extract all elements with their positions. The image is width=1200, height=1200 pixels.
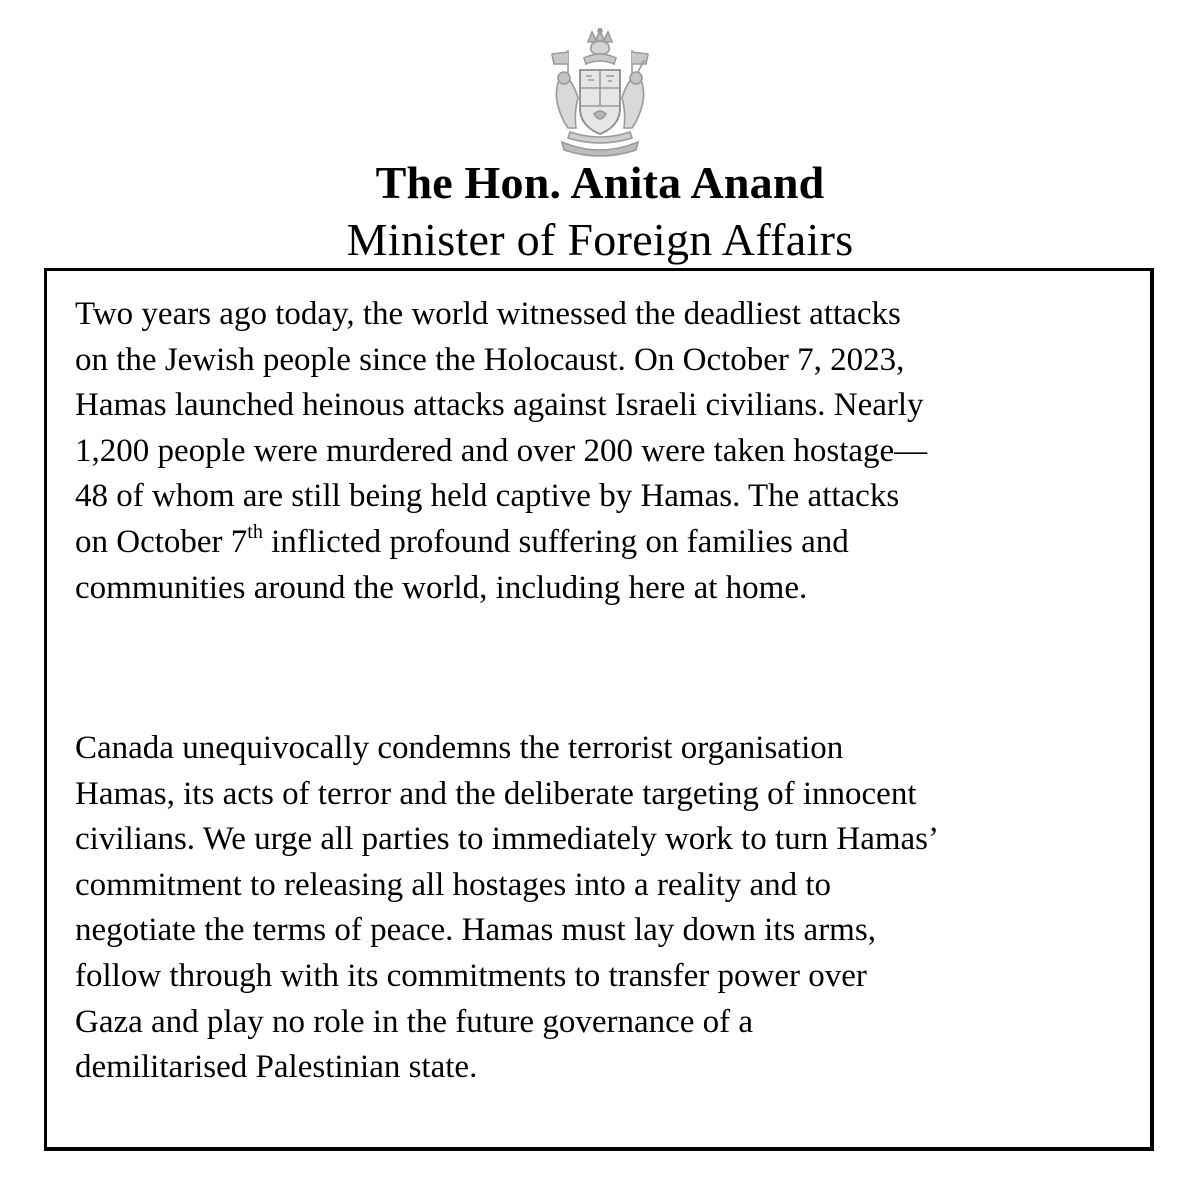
text-line: negotiate the terms of peace. Hamas must lay down its arms, (75, 912, 876, 949)
text-line: Gaza and play no role in the future governance of a (75, 1003, 754, 1040)
text-line: communities around the world, including here at home. (75, 569, 808, 606)
text-line: 1,200 people were murdered and over 200 were taken hostage— (75, 432, 928, 469)
text-line: Hamas launched heinous attacks against Israeli civilians. Nearly (75, 387, 924, 424)
text-segment: on October 7 (75, 523, 248, 560)
ordinal-superscript: th (247, 520, 263, 543)
text-line: follow through with its commitments to transfer power over (75, 957, 867, 994)
text-line: 48 of whom are still being held captive by Hamas. The attacks (75, 478, 900, 515)
minister-name: The Hon. Anita Anand (375, 157, 825, 208)
text-line: demilitarised Palestinian state. (75, 1049, 478, 1086)
statement-paragraph-1 (75, 292, 1155, 611)
minister-title: Minister of Foreign Affairs (346, 214, 854, 265)
text-line: Canada unequivocally condemns the terrorist organisation (75, 730, 844, 766)
text-line: Hamas, its acts of terror and the deliberate targeting of innocent (75, 775, 917, 812)
statement-paragraph-2 (75, 726, 1155, 1091)
text-segment: inflicted profound suffering on families and (262, 523, 849, 560)
text-line: civilians. We urge all parties to immediately work to turn Hamas’ (75, 821, 939, 858)
canadian-coat-of-arms-icon (540, 28, 660, 158)
text-line: Two years ago today, the world witnessed the deadliest attacks (75, 296, 901, 332)
text-line: commitment to releasing all hostages into a reality and to (75, 866, 832, 903)
text-line (75, 520, 1155, 566)
text-line: on the Jewish people since the Holocaust. On October 7, 2023, (75, 341, 905, 378)
